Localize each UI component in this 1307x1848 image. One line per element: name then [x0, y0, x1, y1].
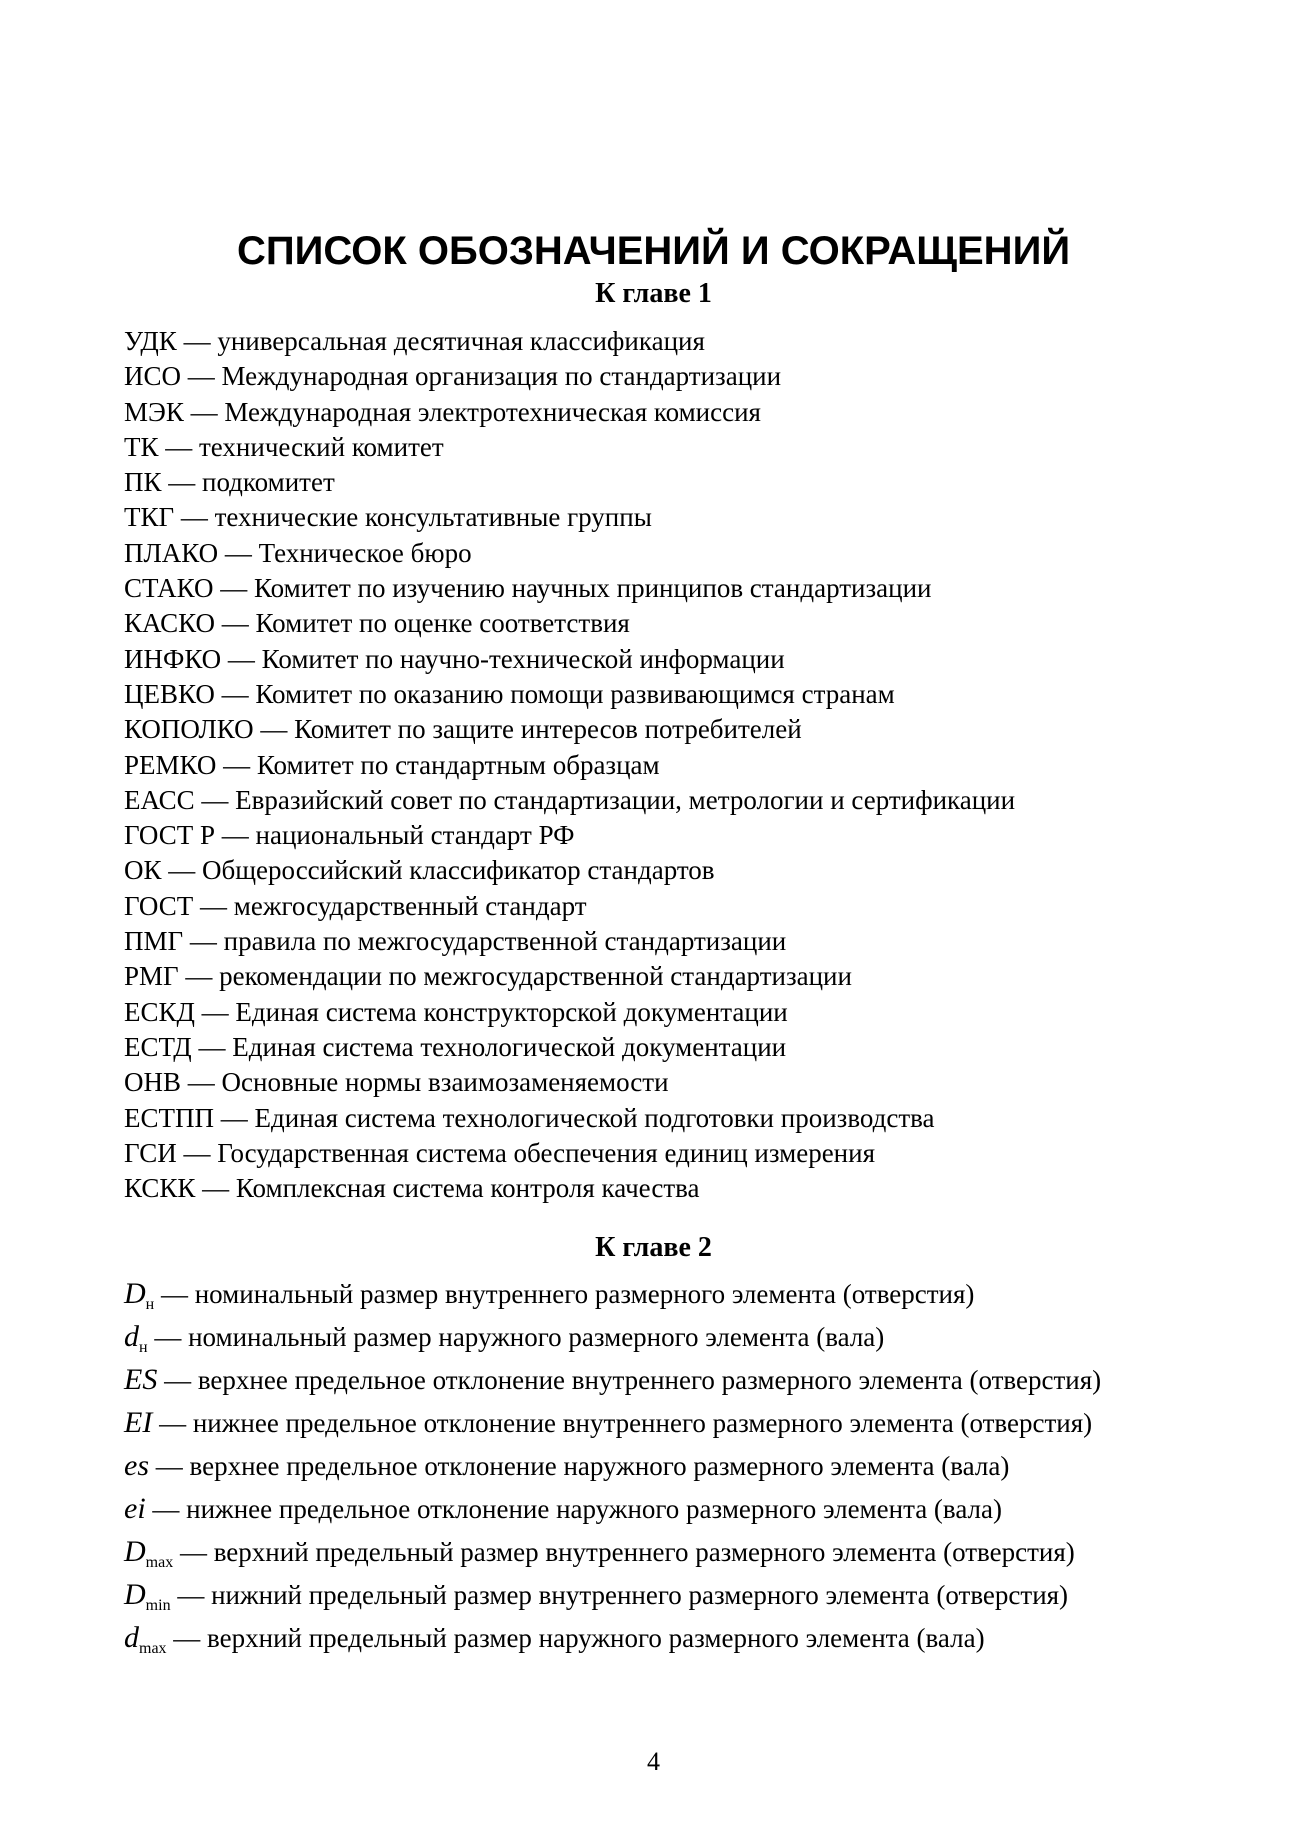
- abbreviation-list: [124, 324, 1015, 1206]
- symbol-item: [124, 1491, 1194, 1527]
- abbreviation-item: ЕСКД — Единая система конструкторской документации: [124, 996, 788, 1027]
- symbol-item: [124, 1577, 1194, 1613]
- abbreviation-item: ПК — подкомитет: [124, 467, 335, 498]
- symbol-description: — нижний предельный размер внутреннего размерного элемента (отверстия): [170, 1580, 1069, 1610]
- symbol-item: [124, 1362, 1194, 1398]
- symbol-letter: D: [124, 1535, 146, 1568]
- symbol-description: — верхний предельный размер внутреннего размерного элемента (отверстия): [173, 1537, 1075, 1567]
- symbol-list: [124, 1276, 1194, 1663]
- abbreviation-item: ГСИ — Государственная система обеспечения единиц измерения: [124, 1137, 875, 1168]
- symbol-description: — верхнее предельное отклонение наружного размерного элемента (вала): [149, 1451, 1010, 1481]
- symbol-letter: EI: [124, 1406, 153, 1439]
- symbol: [124, 1621, 167, 1657]
- symbol-letter: D: [124, 1578, 146, 1611]
- symbol-letter: D: [124, 1277, 146, 1310]
- abbreviation-item: ТК — технический комитет: [124, 431, 444, 462]
- symbol-letter: es: [124, 1449, 149, 1482]
- symbol: [124, 1320, 148, 1356]
- abbreviation-item: МЭК — Международная электротехническая комиссия: [124, 396, 761, 427]
- abbreviation-item: УДК — универсальная десятичная классификация: [124, 326, 705, 356]
- abbreviation-item: РМГ — рекомендации по межгосударственной стандартизации: [124, 961, 852, 992]
- abbreviation-item: ОК — Общероссийский классификатор стандартов: [124, 855, 715, 886]
- symbol-item: [124, 1405, 1194, 1441]
- section-heading-chapter-2: К главе 2: [595, 1232, 712, 1263]
- abbreviation-item: ТКГ — технические консультативные группы: [124, 502, 652, 533]
- symbol-item: [124, 1319, 1194, 1355]
- abbreviation-item: ЦЕВКО — Комитет по оказанию помощи развивающимся странам: [124, 678, 895, 709]
- symbol-letter: ES: [124, 1363, 158, 1396]
- symbol: [124, 1277, 155, 1313]
- abbreviation-item: ПЛАКО — Техническое бюро: [124, 537, 472, 568]
- symbol-subscript: н: [145, 1296, 155, 1313]
- symbol-description: — номинальный размер наружного размерного элемента (вала): [147, 1322, 885, 1352]
- abbreviation-item: КОПОЛКО — Комитет по защите интересов потребителей: [124, 714, 802, 745]
- symbol-description: — верхнее предельное отклонение внутреннего размерного элемента (отверстия): [157, 1365, 1102, 1395]
- symbol-letter: d: [124, 1320, 139, 1353]
- symbol-description: — верхний предельный размер наружного размерного элемента (вала): [166, 1623, 985, 1653]
- symbol: [124, 1406, 152, 1439]
- abbreviation-item: КАСКО — Комитет по оценке соответствия: [124, 608, 630, 639]
- symbol-item: [124, 1276, 1194, 1312]
- abbreviation-item: ГОСТ Р — национальный стандарт РФ: [124, 820, 575, 851]
- abbreviation-item: РЕМКО — Комитет по стандартным образцам: [124, 749, 660, 780]
- symbol-item: [124, 1620, 1194, 1656]
- symbol-subscript: max: [139, 1640, 167, 1657]
- abbreviation-item: ИНФКО — Комитет по научно-технической информации: [124, 643, 785, 674]
- abbreviation-item: КСКК — Комплексная система контроля качества: [124, 1173, 700, 1204]
- page-number: 4: [647, 1747, 660, 1776]
- symbol-subscript: н: [139, 1339, 148, 1356]
- page-title: СПИСОК ОБОЗНАЧЕНИЙ И СОКРАЩЕНИЙ: [236, 228, 1071, 273]
- symbol: [124, 1449, 149, 1482]
- symbol: [124, 1578, 171, 1614]
- section-heading-chapter-1: К главе 1: [595, 278, 712, 309]
- abbreviation-item: ИСО — Международная организация по стандартизации: [124, 361, 782, 392]
- abbreviation-item: ЕСТД — Единая система технологической документации: [124, 1031, 787, 1062]
- symbol: [124, 1492, 146, 1525]
- symbol-subscript: max: [145, 1554, 174, 1571]
- abbreviation-item: ГОСТ — межгосударственный стандарт: [124, 890, 587, 921]
- symbol-description: — номинальный размер внутреннего размерного элемента (отверстия): [154, 1279, 975, 1309]
- abbreviation-item: ОНВ — Основные нормы взаимозаменяемости: [124, 1067, 669, 1098]
- abbreviation-item: ЕСТПП — Единая система технологической подготовки производства: [124, 1102, 935, 1133]
- abbreviation-item: ПМГ — правила по межгосударственной стандартизации: [124, 926, 787, 957]
- symbol-item: [124, 1448, 1194, 1484]
- symbol: [124, 1535, 174, 1571]
- symbol-letter: d: [124, 1621, 139, 1654]
- symbol: [124, 1363, 157, 1396]
- symbol-subscript: min: [145, 1597, 171, 1614]
- abbreviation-item: СТАКО — Комитет по изучению научных принципов стандартизации: [124, 573, 932, 604]
- symbol-letter: ei: [124, 1492, 146, 1525]
- symbol-description: — нижнее предельное отклонение наружного размерного элемента (вала): [145, 1494, 1002, 1524]
- symbol-description: — нижнее предельное отклонение внутреннего размерного элемента (отверстия): [152, 1408, 1093, 1438]
- symbol-item: [124, 1534, 1194, 1570]
- abbreviation-item: ЕАСС — Евразийский совет по стандартизации, метрологии и сертификации: [124, 784, 1016, 815]
